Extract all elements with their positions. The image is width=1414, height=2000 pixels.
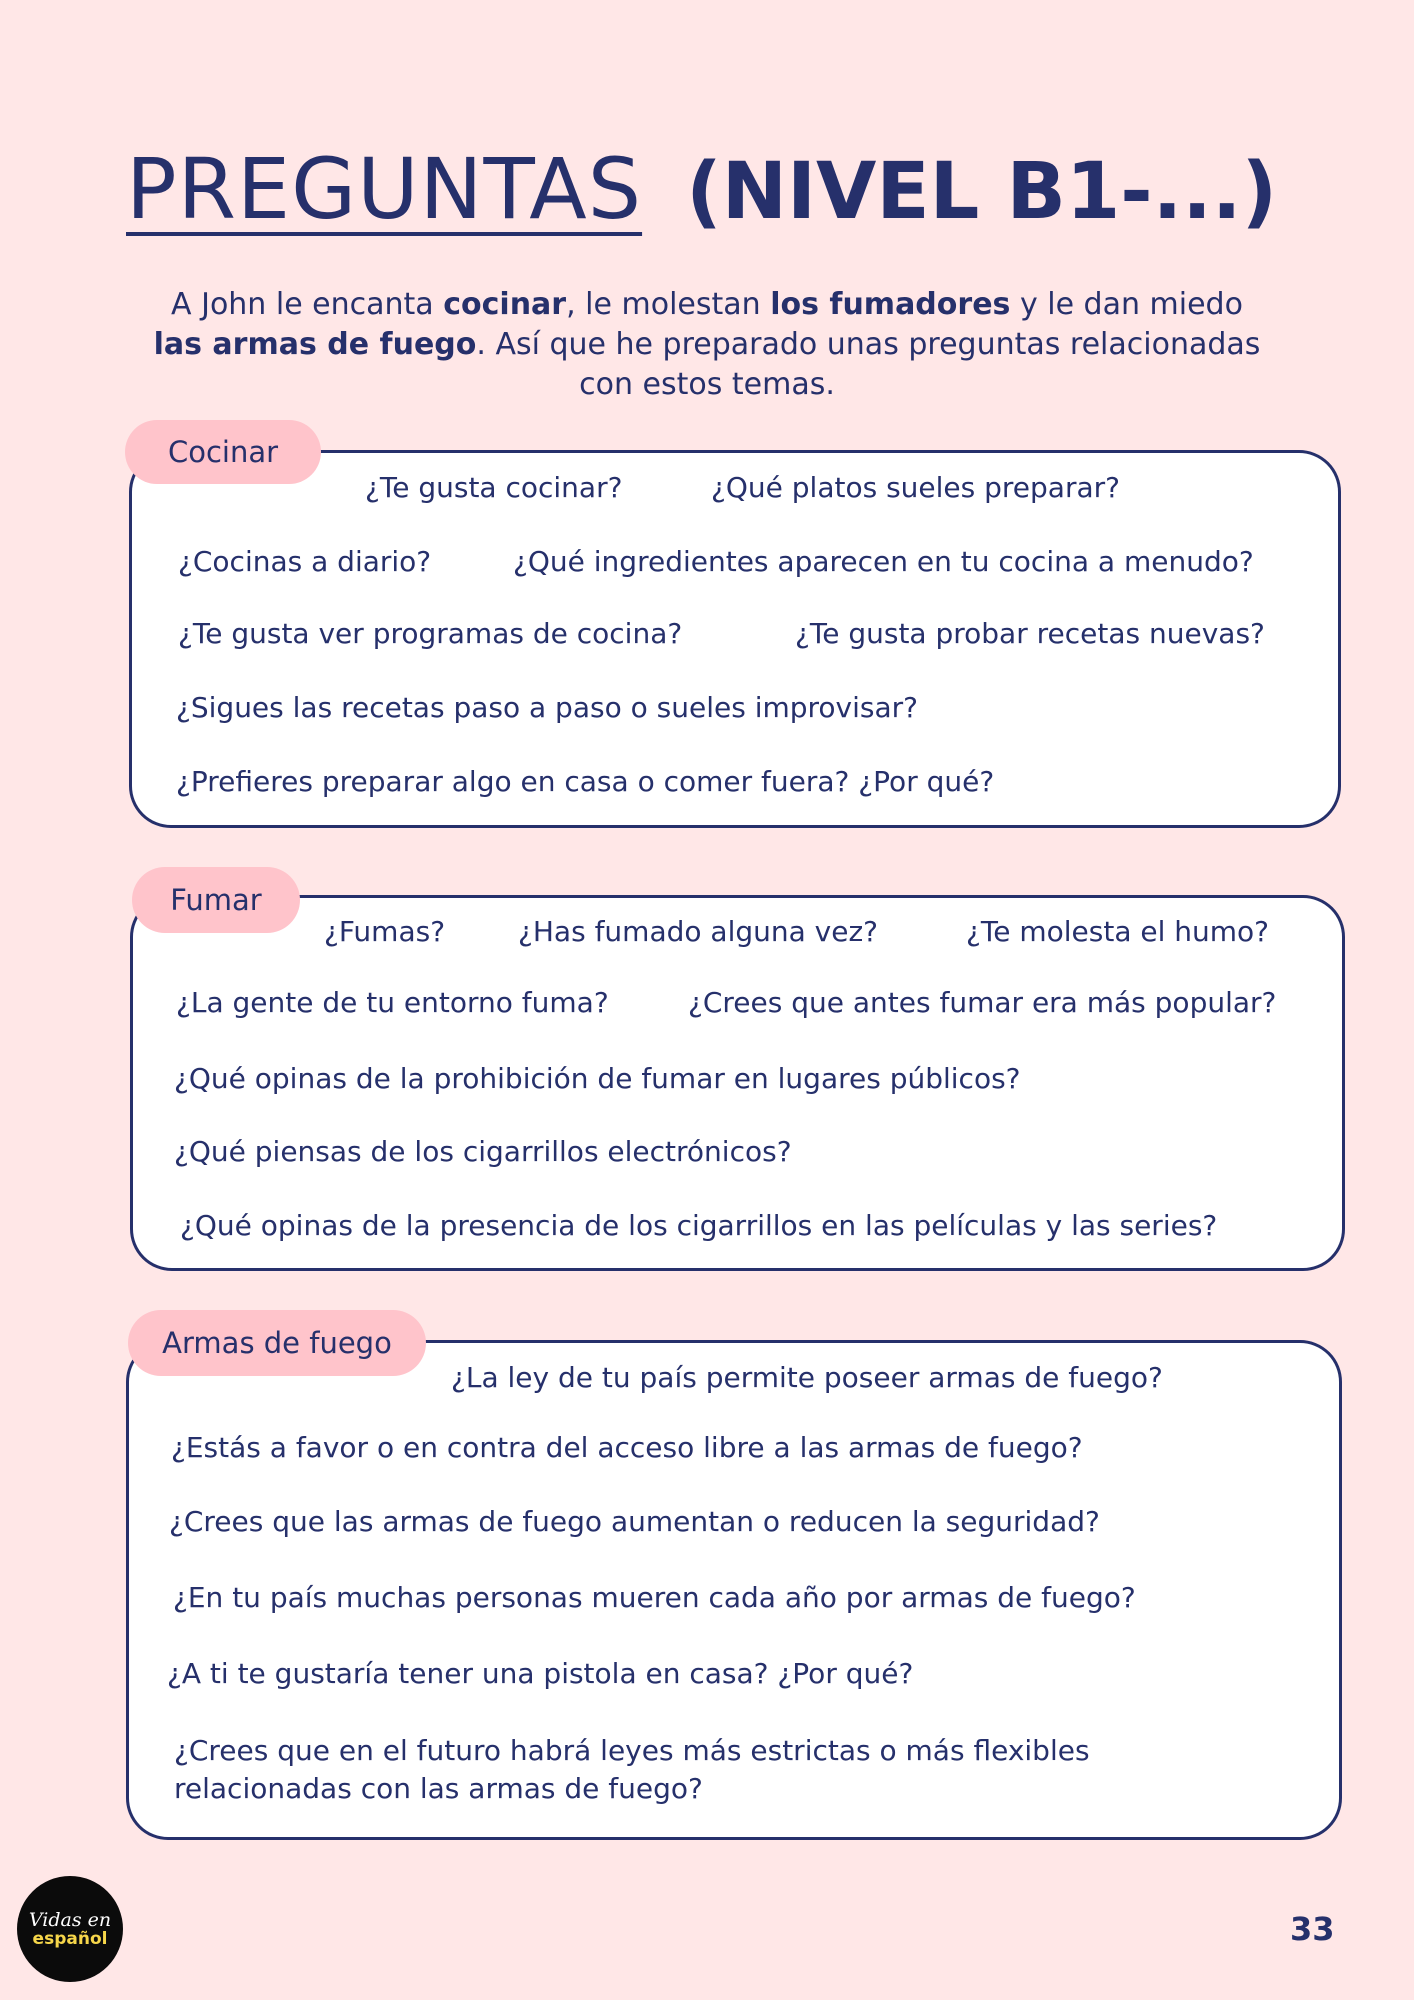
question: ¿Crees que en el futuro habrá leyes más estrictas o más flexibles relacionadas con las armas de fuego? bbox=[174, 1734, 1090, 1805]
question: ¿Qué piensas de los cigarrillos electrónicos? bbox=[174, 1135, 792, 1168]
question: ¿Sigues las recetas paso a paso o sueles improvisar? bbox=[176, 691, 919, 724]
question: ¿La gente de tu entorno fuma? bbox=[176, 986, 609, 1019]
intro-bold-armas: las armas de fuego bbox=[153, 327, 477, 362]
logo-line2: español bbox=[32, 1929, 108, 1949]
page-title bbox=[126, 140, 1277, 238]
question: ¿Cocinas a diario? bbox=[178, 545, 432, 578]
question: ¿Te gusta ver programas de cocina? bbox=[178, 617, 683, 650]
question: ¿Te molesta el humo? bbox=[966, 915, 1270, 948]
intro-bold-fumadores: los fumadores bbox=[770, 287, 1011, 322]
question: ¿Qué opinas de la prohibición de fumar en lugares públicos? bbox=[174, 1062, 1021, 1095]
section-tag-armas: Armas de fuego bbox=[128, 1310, 426, 1376]
question: ¿Fumas? bbox=[324, 915, 446, 948]
intro-paragraph bbox=[130, 285, 1284, 405]
intro-text: y le dan miedo bbox=[1010, 287, 1243, 322]
intro-text: , le molestan bbox=[566, 287, 771, 322]
question: ¿Qué platos sueles preparar? bbox=[711, 471, 1121, 504]
question: ¿En tu país muchas personas mueren cada año por armas de fuego? bbox=[173, 1581, 1136, 1614]
question: ¿Qué ingredientes aparecen en tu cocina a menudo? bbox=[513, 545, 1254, 578]
question: ¿Has fumado alguna vez? bbox=[518, 915, 879, 948]
intro-bold-cocinar: cocinar bbox=[443, 287, 567, 322]
question: ¿Estás a favor o en contra del acceso libre a las armas de fuego? bbox=[171, 1431, 1083, 1464]
title-preguntas: PREGUNTAS bbox=[126, 140, 643, 238]
intro-text: A John le encanta bbox=[171, 287, 444, 322]
vidas-en-espanol-logo bbox=[17, 1876, 123, 1982]
question: ¿Crees que las armas de fuego aumentan o reducen la seguridad? bbox=[169, 1505, 1100, 1538]
question: ¿Qué opinas de la presencia de los cigarrillos en las películas y las series? bbox=[180, 1209, 1218, 1242]
question: ¿Prefieres preparar algo en casa o comer fuera? ¿Por qué? bbox=[176, 765, 995, 798]
question: ¿La ley de tu país permite poseer armas de fuego? bbox=[451, 1361, 1163, 1394]
question: ¿Te gusta cocinar? bbox=[365, 471, 623, 504]
question: ¿Crees que antes fumar era más popular? bbox=[688, 986, 1277, 1019]
question: ¿A ti te gustaría tener una pistola en casa? ¿Por qué? bbox=[167, 1657, 914, 1690]
section-tag-fumar: Fumar bbox=[132, 867, 300, 933]
page-number: 33 bbox=[1290, 1910, 1335, 1948]
title-level: (NIVEL B1-...) bbox=[686, 147, 1278, 237]
section-tag-cocinar: Cocinar bbox=[125, 420, 321, 484]
logo-line1: Vidas en bbox=[28, 1909, 112, 1931]
intro-text: . Así que he preparado unas preguntas relacionadas con estos temas. bbox=[476, 327, 1261, 402]
question: ¿Te gusta probar recetas nuevas? bbox=[795, 617, 1265, 650]
